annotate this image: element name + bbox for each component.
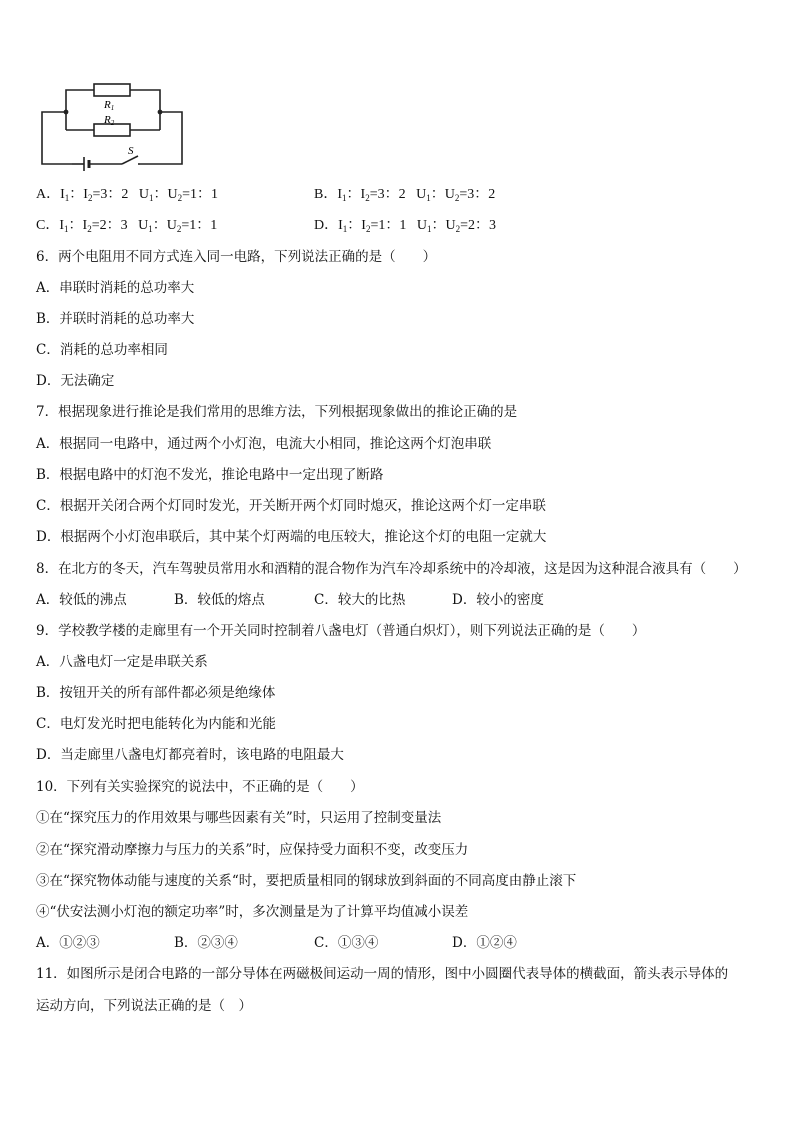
q9-option-d[interactable]: D．当走廊里八盏电灯都亮着时，该电路的电阻最大 xyxy=(36,747,344,763)
q10-option-b[interactable]: B．②③④ xyxy=(174,935,238,951)
q5-option-a[interactable]: A．$I_1$：$I_2=3$：2 $U_1$：$U_2=1$：1 xyxy=(36,187,219,203)
q10-stem: 10．下列有关实验探究的说法中，不正确的是（ ） xyxy=(36,779,364,795)
q7-option-a[interactable]: A．根据同一电路中，通过两个小灯泡，电流大小相同，推论这两个灯泡串联 xyxy=(36,436,492,452)
r2-label: R2 xyxy=(104,114,115,127)
q11-stem-line-2: 运动方向，下列说法正确的是（ ） xyxy=(36,998,252,1014)
q11-stem-line-1: 11．如图所示是闭合电路的一部分导体在两磁极间运动一周的情形，图中小圆圈代表导体的横截面，箭头表示导体的 xyxy=(36,966,729,982)
parallel-circuit-diagram xyxy=(36,78,186,174)
q6-option-a[interactable]: A．串联时消耗的总功率大 xyxy=(36,280,195,296)
q8-stem: 8．在北方的冬天，汽车驾驶员常用水和酒精的混合物作为汽车冷却系统中的冷却液，这是因为这种混合液具有（ ） xyxy=(36,561,747,577)
q10-statement-2: ②在“探究滑动摩擦力与压力的关系”时，应保持受力面积不变，改变压力 xyxy=(36,842,469,858)
q9-option-a[interactable]: A．八盏电灯一定是串联关系 xyxy=(36,654,208,670)
q10-option-a[interactable]: A．①②③ xyxy=(36,935,100,951)
q10-option-c[interactable]: C．①③④ xyxy=(314,935,379,951)
q6-option-b[interactable]: B．并联时消耗的总功率大 xyxy=(36,311,195,327)
q7-option-b[interactable]: B．根据电路中的灯泡不发光，推论电路中一定出现了断路 xyxy=(36,467,384,483)
q10-statement-3: ③在“探究物体动能与速度的关系“时，要把质量相同的钢球放到斜面的不同高度由静止滚下 xyxy=(36,873,577,889)
q7-option-d[interactable]: D．根据两个小灯泡串联后，其中某个灯两端的电压较大，推论这个灯的电阻一定就大 xyxy=(36,529,547,545)
q9-stem: 9．学校教学楼的走廊里有一个开关同时控制着八盏电灯（普通白炽灯），则下列说法正确的是（ ） xyxy=(36,623,646,639)
q7-stem: 7．根据现象进行推论是我们常用的思维方法，下列根据现象做出的推论正确的是 xyxy=(36,404,518,420)
q8-option-a[interactable]: A．较低的沸点 xyxy=(36,592,127,608)
q5-option-b[interactable]: B．$I_1$：$I_2=3$：2 $U_1$：$U_2=3$：2 xyxy=(314,187,496,203)
q8-option-c[interactable]: C．较大的比热 xyxy=(314,592,406,608)
r1-label: R1 xyxy=(104,99,115,112)
q6-option-c[interactable]: C．消耗的总功率相同 xyxy=(36,342,168,358)
q5-option-d[interactable]: D．$I_1$：$I_2=1$：1 $U_1$：$U_2=2$：3 xyxy=(314,218,497,234)
q7-option-c[interactable]: C．根据开关闭合两个灯同时发光，开关断开两个灯同时熄灭，推论这两个灯一定串联 xyxy=(36,498,546,514)
q10-option-d[interactable]: D．①②④ xyxy=(452,935,517,951)
switch-label: S xyxy=(128,145,134,157)
q8-option-d[interactable]: D．较小的密度 xyxy=(452,592,544,608)
q6-stem: 6．两个电阻用不同方式连入同一电路，下列说法正确的是（ ） xyxy=(36,249,437,265)
q10-statement-4: ④“伏安法测小灯泡的额定功率”时，多次测量是为了计算平均值减小误差 xyxy=(36,904,469,920)
q6-option-d[interactable]: D．无法确定 xyxy=(36,373,115,389)
q9-option-b[interactable]: B．按钮开关的所有部件都必须是绝缘体 xyxy=(36,685,276,701)
q9-option-c[interactable]: C．电灯发光时把电能转化为内能和光能 xyxy=(36,716,276,732)
q10-statement-1: ①在“探究压力的作用效果与哪些因素有关”时，只运用了控制变量法 xyxy=(36,810,442,826)
q5-option-c[interactable]: C．$I_1$：$I_2=2$：3 $U_1$：$U_2=1$：1 xyxy=(36,218,218,234)
q8-option-b[interactable]: B．较低的熔点 xyxy=(174,592,265,608)
